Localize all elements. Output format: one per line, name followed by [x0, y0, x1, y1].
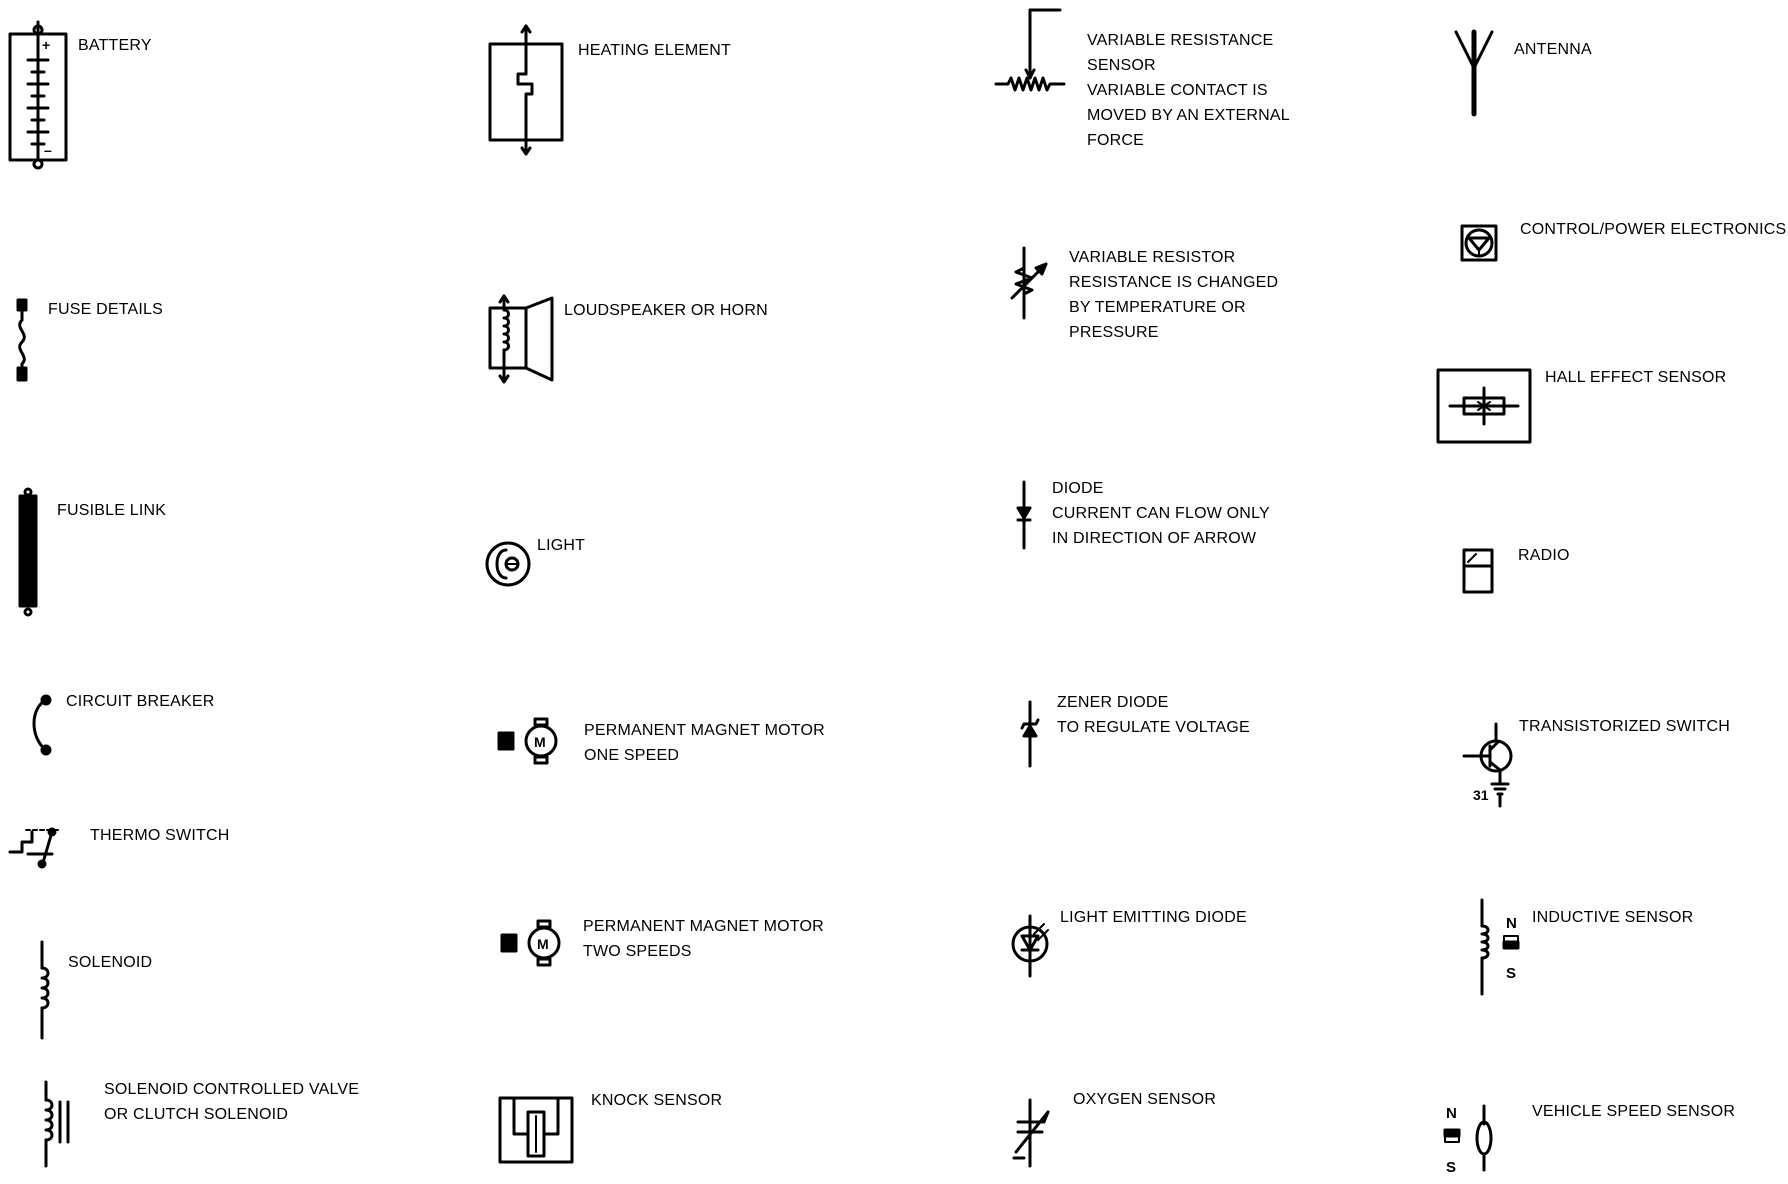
fusible-link-label: FUSIBLE LINK [57, 502, 167, 519]
light-label: LIGHT [537, 537, 586, 554]
circuit-breaker-label: CIRCUIT BREAKER [66, 693, 215, 710]
variable-resistor-icon [1004, 246, 1054, 320]
fuse-details-label: FUSE DETAILS [48, 301, 164, 318]
svg-text:–: – [44, 142, 52, 158]
zener-diode-icon [1020, 700, 1040, 768]
battery-label: BATTERY [78, 37, 152, 54]
oxygen-sensor-icon [1010, 1098, 1060, 1168]
svg-text:N: N [1446, 1105, 1457, 1122]
svg-text:M: M [537, 936, 549, 952]
battery-icon [6, 20, 76, 180]
motor-two-speed-icon [500, 919, 564, 967]
var-resistor-label: VARIABLE RESISTOR RESISTANCE IS CHANGED BY TEMPERATURE OR PRESSURE [1069, 249, 1279, 341]
radio-label: RADIO [1518, 547, 1570, 564]
variable-resistance-sensor-icon [994, 6, 1068, 90]
pm-motor-one-label: PERMANENT MAGNET MOTOR ONE SPEED [584, 722, 825, 764]
inductive-sensor-icon [1474, 898, 1534, 998]
inductive-sensor-label: INDUCTIVE SENSOR [1532, 909, 1694, 926]
motor-one-speed-icon [497, 717, 561, 765]
circuit-breaker-icon [28, 694, 58, 756]
knock-sensor-label: KNOCK SENSOR [591, 1092, 723, 1109]
radio-icon [1462, 548, 1496, 596]
pm-motor-two-label: PERMANENT MAGNET MOTOR TWO SPEEDS [583, 918, 824, 960]
svg-text:+: + [42, 37, 51, 53]
thermo-switch-icon [8, 824, 64, 870]
knock-sensor-icon [496, 1094, 576, 1166]
hall-sensor-label: HALL EFFECT SENSOR [1545, 369, 1727, 386]
svg-text:S: S [1446, 1159, 1457, 1176]
fuse-icon [14, 298, 34, 382]
loudspeaker-label: LOUDSPEAKER OR HORN [564, 302, 768, 319]
light-icon [484, 540, 534, 590]
svg-text:M: M [534, 734, 546, 750]
diode-icon [1014, 480, 1034, 550]
svg-text:S: S [1506, 965, 1517, 982]
control-electronics-label: CONTROL/POWER ELECTRONICS [1520, 221, 1787, 238]
fusible-link-icon [16, 488, 40, 618]
solenoid-valve-icon [42, 1080, 74, 1170]
heating-element-label: HEATING ELEMENT [578, 42, 731, 59]
transistor-switch-icon [1460, 722, 1520, 808]
led-icon [1010, 910, 1060, 980]
vehicle-speed-sensor-icon [1440, 1100, 1520, 1180]
solenoid-icon [36, 940, 52, 1040]
solenoid-valve-label: SOLENOID CONTROLLED VALVE OR CLUTCH SOLENOID [104, 1081, 360, 1123]
transistor-switch-label: TRANSISTORIZED SWITCH [1519, 718, 1731, 735]
svg-text:N: N [1506, 915, 1517, 932]
loudspeaker-icon [486, 294, 556, 384]
oxygen-sensor-label: OXYGEN SENSOR [1073, 1091, 1217, 1108]
antenna-icon [1452, 28, 1502, 118]
heating-element-icon [486, 24, 566, 158]
solenoid-label: SOLENOID [68, 954, 153, 971]
zener-diode-label: ZENER DIODE TO REGULATE VOLTAGE [1057, 694, 1250, 736]
vehicle-speed-sensor-label: VEHICLE SPEED SENSOR [1532, 1103, 1736, 1120]
thermo-switch-label: THERMO SWITCH [90, 827, 230, 844]
diode-label: DIODE CURRENT CAN FLOW ONLY IN DIRECTION OF ARROW [1052, 480, 1270, 547]
antenna-label: ANTENNA [1514, 41, 1592, 58]
svg-text:31: 31 [1473, 787, 1489, 803]
control-electronics-icon [1460, 224, 1502, 266]
hall-effect-sensor-icon [1436, 368, 1532, 446]
var-res-sensor-label: VARIABLE RESISTANCE SENSOR VARIABLE CONTACT IS MOVED BY AN EXTERNAL FORCE [1087, 32, 1290, 149]
led-label: LIGHT EMITTING DIODE [1060, 909, 1247, 926]
